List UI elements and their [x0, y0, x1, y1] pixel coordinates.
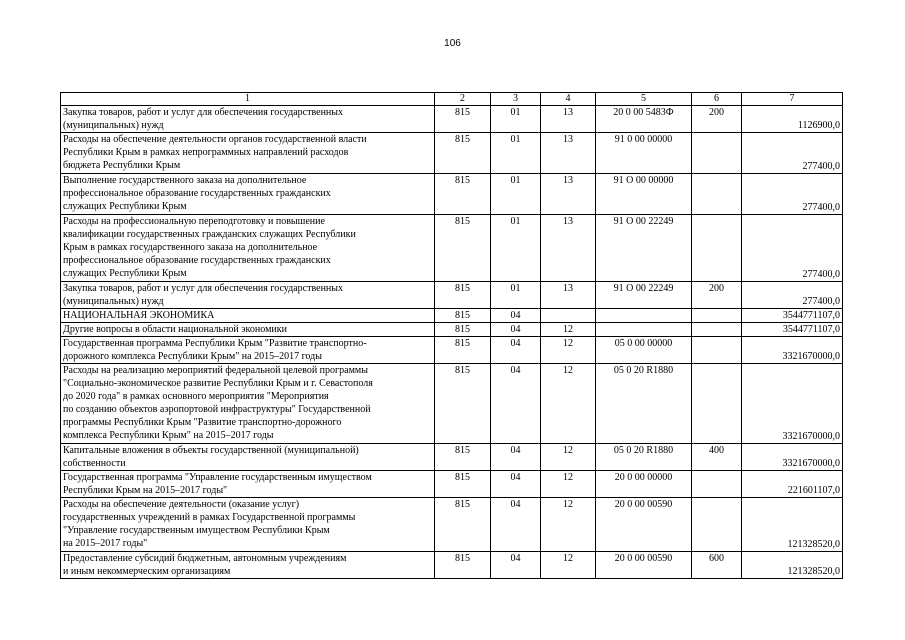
row-c4: 13 — [541, 133, 596, 174]
table-row — [61, 364, 843, 444]
row-c5: 05 0 00 00000 — [596, 337, 692, 364]
row-c4: 12 — [541, 471, 596, 498]
row-c5: 91 0 00 00000 — [596, 133, 692, 174]
row-c3: 04 — [491, 552, 541, 579]
row-name: Расходы на профессиональную переподготовку и повышение квалификации государственных гражданских служащих Республики Крым в рамках государственного заказа на дополнительное профессиональное образование государственных гражданских служащих Республики Крым — [61, 215, 435, 282]
column-header: 5 — [596, 93, 692, 106]
row-c3: 04 — [491, 323, 541, 337]
row-c4: 13 — [541, 174, 596, 215]
column-header: 2 — [435, 93, 491, 106]
row-c7: 277400,0 — [742, 174, 843, 215]
row-c7: 277400,0 — [742, 133, 843, 174]
table-row — [61, 282, 843, 309]
row-c2: 815 — [435, 471, 491, 498]
row-c3: 04 — [491, 444, 541, 471]
table-row — [61, 471, 843, 498]
table-row — [61, 215, 843, 282]
row-c5: 20 0 00 00590 — [596, 498, 692, 552]
row-c7: 121328520,0 — [742, 552, 843, 579]
row-c6 — [692, 215, 742, 282]
column-header: 3 — [491, 93, 541, 106]
column-header: 7 — [742, 93, 843, 106]
row-name: Предоставление субсидий бюджетным, автономным учреждениям и иным некоммерческим организациям — [61, 552, 435, 579]
row-c7: 3321670000,0 — [742, 337, 843, 364]
table-row — [61, 309, 843, 323]
row-c6 — [692, 309, 742, 323]
row-c2: 815 — [435, 282, 491, 309]
row-name: Расходы на реализацию мероприятий федеральной целевой программы "Социально-экономическое развитие Республики Крым и г. Севастополя до 2020 года" в рамках основного мероприятия "Мероприятия по созданию объектов аэропортовой инфраструктуры" Государственной программы Республики Крым "Развитие транспортно-дорожного комплекса Республики Крым" на 2015–2017 годы — [61, 364, 435, 444]
row-name: Государственная программа Республики Крым "Развитие транспортно- дорожного комплекса Республики Крым" на 2015–2017 годы — [61, 337, 435, 364]
row-c6: 600 — [692, 552, 742, 579]
row-name: Закупка товаров, работ и услуг для обеспечения государственных (муниципальных) нужд — [61, 106, 435, 133]
row-c2: 815 — [435, 498, 491, 552]
row-c4: 12 — [541, 552, 596, 579]
row-c7: 3321670000,0 — [742, 444, 843, 471]
row-c7: 277400,0 — [742, 282, 843, 309]
row-c2: 815 — [435, 106, 491, 133]
row-c3: 04 — [491, 309, 541, 323]
row-c3: 04 — [491, 364, 541, 444]
header-row — [61, 93, 843, 106]
row-name: Расходы на обеспечение деятельности органов государственной власти Республики Крым в рамках непрограммных направлений расходов бюджета Республики Крым — [61, 133, 435, 174]
row-c4 — [541, 309, 596, 323]
row-c6: 400 — [692, 444, 742, 471]
row-c5 — [596, 323, 692, 337]
row-c2: 815 — [435, 364, 491, 444]
row-c3: 04 — [491, 337, 541, 364]
row-c6 — [692, 174, 742, 215]
row-c6 — [692, 323, 742, 337]
budget-table — [60, 92, 843, 579]
row-c2: 815 — [435, 133, 491, 174]
row-c4: 12 — [541, 323, 596, 337]
row-c3: 01 — [491, 215, 541, 282]
column-header: 4 — [541, 93, 596, 106]
row-c7: 3544771107,0 — [742, 309, 843, 323]
row-c4: 12 — [541, 337, 596, 364]
row-c5: 05 0 20 R1880 — [596, 444, 692, 471]
table-row — [61, 444, 843, 471]
row-c2: 815 — [435, 552, 491, 579]
row-c3: 01 — [491, 133, 541, 174]
row-c5: 91 О 00 22249 — [596, 215, 692, 282]
table-row — [61, 498, 843, 552]
column-header: 1 — [61, 93, 435, 106]
table-row — [61, 106, 843, 133]
row-c5: 91 О 00 00000 — [596, 174, 692, 215]
row-c4: 12 — [541, 498, 596, 552]
row-c7: 1126900,0 — [742, 106, 843, 133]
row-c6 — [692, 364, 742, 444]
row-c5: 20 0 00 00000 — [596, 471, 692, 498]
row-name: Выполнение государственного заказа на дополнительное профессиональное образование государственных гражданских служащих Республики Крым — [61, 174, 435, 215]
row-c2: 815 — [435, 174, 491, 215]
row-c3: 04 — [491, 471, 541, 498]
table-row — [61, 552, 843, 579]
table-row — [61, 337, 843, 364]
row-c4: 12 — [541, 444, 596, 471]
row-name: Расходы на обеспечение деятельности (оказание услуг) государственных учреждений в рамках Государственной программы "Управление государственным имуществом Республики Крым на 2015–2017 годы" — [61, 498, 435, 552]
row-c2: 815 — [435, 337, 491, 364]
row-c7: 3544771107,0 — [742, 323, 843, 337]
page-number: 106 — [444, 38, 461, 49]
row-c3: 01 — [491, 106, 541, 133]
row-c5 — [596, 309, 692, 323]
row-name: Другие вопросы в области национальной экономики — [61, 323, 435, 337]
row-c7: 121328520,0 — [742, 498, 843, 552]
row-name: Капитальные вложения в объекты государственной (муниципальной) собственности — [61, 444, 435, 471]
row-c5: 20 0 00 5483Ф — [596, 106, 692, 133]
row-name: Закупка товаров, работ и услуг для обеспечения государственных (муниципальных) нужд — [61, 282, 435, 309]
row-c5: 05 0 20 R1880 — [596, 364, 692, 444]
row-c6: 200 — [692, 106, 742, 133]
row-c7: 3321670000,0 — [742, 364, 843, 444]
row-c3: 04 — [491, 498, 541, 552]
row-c5: 20 0 00 00590 — [596, 552, 692, 579]
row-c2: 815 — [435, 323, 491, 337]
row-c3: 01 — [491, 174, 541, 215]
row-c3: 01 — [491, 282, 541, 309]
row-c4: 13 — [541, 106, 596, 133]
row-c6 — [692, 471, 742, 498]
row-c2: 815 — [435, 444, 491, 471]
row-name: НАЦИОНАЛЬНАЯ ЭКОНОМИКА — [61, 309, 435, 323]
row-c4: 13 — [541, 282, 596, 309]
row-c6 — [692, 133, 742, 174]
row-c6 — [692, 337, 742, 364]
column-header: 6 — [692, 93, 742, 106]
row-c7: 221601107,0 — [742, 471, 843, 498]
table-row — [61, 174, 843, 215]
row-c4: 12 — [541, 364, 596, 444]
table-row — [61, 133, 843, 174]
row-c4: 13 — [541, 215, 596, 282]
row-c7: 277400,0 — [742, 215, 843, 282]
row-c6 — [692, 498, 742, 552]
row-c6: 200 — [692, 282, 742, 309]
row-c2: 815 — [435, 309, 491, 323]
table-row — [61, 323, 843, 337]
row-c2: 815 — [435, 215, 491, 282]
row-name: Государственная программа "Управление государственным имуществом Республики Крым на 2015–2017 годы" — [61, 471, 435, 498]
row-c5: 91 О 00 22249 — [596, 282, 692, 309]
